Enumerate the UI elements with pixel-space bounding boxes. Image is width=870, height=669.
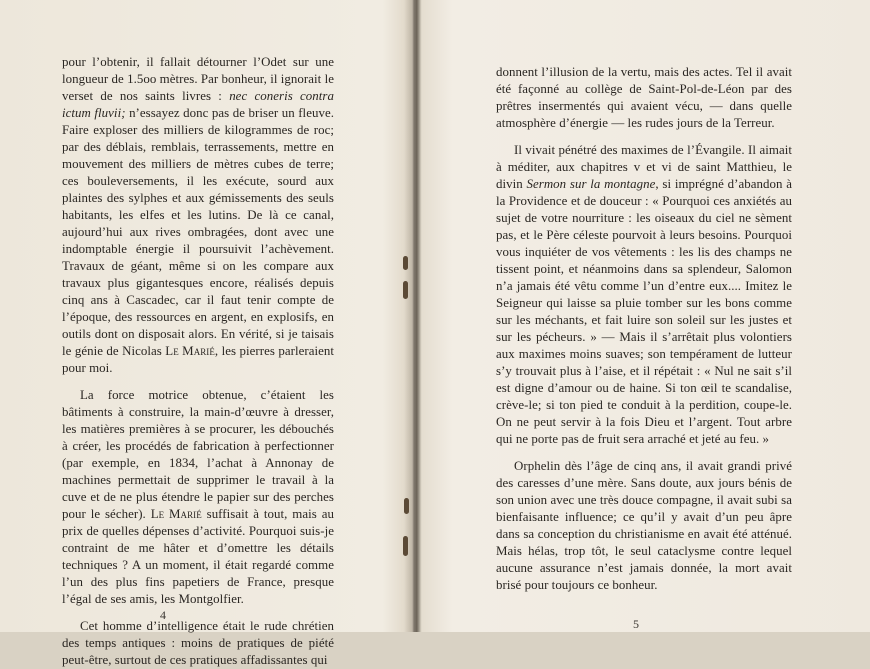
text-run: donnent l’illusion de la vertu, mais des actes. Tel il avait été façonné au collège de Saint-Pol-de-Léon par des prêtres insermentés qui avaient vécu, — dans quelle atmosphère d’énergie — les rudes jours de la Terreur. bbox=[496, 65, 792, 130]
left-page-number: 4 bbox=[160, 608, 166, 622]
left-page bbox=[0, 0, 415, 667]
paragraph bbox=[496, 64, 792, 132]
smallcaps-name: Le Marié bbox=[165, 344, 215, 358]
right-page-number: 5 bbox=[633, 617, 639, 631]
right-page-text bbox=[496, 64, 792, 594]
text-run: Il vivait pénétré des maximes de l’Évangile. Il aimait à méditer, aux chapitres v et vi de saint Matthieu, le divin bbox=[496, 143, 792, 191]
italic-text: Sermon sur la montagne bbox=[526, 177, 656, 191]
smallcaps-name: Le Marié bbox=[150, 507, 202, 521]
text-run: Orphelin dès l’âge de cinq ans, il avait grandi privé des caresses d’une mère. Sans doute, aux jours bénis de son union avec une très douce compagne, il avait subi sa bienfaisante influence; ce qu’il y avait d’un peu âpre dans sa conception du christianisme en avait été atténué. Mais hélas, trop tôt, le seul cataclysme contre lequel aucune assurance n’est jamais donnée, la mort avait brisé pour toujours ce bonheur. bbox=[496, 459, 792, 592]
paragraph bbox=[62, 387, 334, 608]
paragraph bbox=[496, 142, 792, 448]
italic-text: nec coneris contra ictum fluvii; bbox=[62, 89, 334, 120]
text-run: pour l’obtenir, il fallait détourner l’Odet sur une longueur de 1.5oo mètres. Par bonheur, il ignorait le verset de nos saints livres : bbox=[62, 55, 334, 103]
text-run: suffisait à tout, mais au prix de quelles dépenses d’activité. Pourquoi suis-je contraint de me hâter et d’omettre les détails techniques ? A un moment, il était regardé comme l’un des plus fins papetiers de France, presque l’égal de ses amis, les Montgolfier. bbox=[62, 507, 334, 606]
left-page-text bbox=[62, 54, 334, 669]
text-run: , les pierres parleraient pour moi. bbox=[62, 344, 334, 375]
right-page bbox=[419, 0, 870, 632]
paragraph bbox=[62, 618, 334, 669]
text-run: n’essayez donc pas de briser un fleuve. Faire exploser des milliers de kilogrammes de roc; par des déblais, remblais, terrassements, mettre en mouvement des milliers de mètres cubes de terre; ces bouleversements, il les exécute, sourd aux plaintes des sylphes et aux gémissements des seuls habitants, les elfes et les lutins. De là ce canal, aujourd’hui aux rives ombragées, dont avec une indomptable énergie il poursuivit l’achèvement. Travaux de géant, même si on les compare aux travaux plus gigantesques encore, réalisés depuis cinq ans à Cascadec, car il faut tenir compte de l’époque, des ressources en argent, en explosifs, en outils dont on disposait alors. En vérité, si je taisais le génie de Nicolas bbox=[62, 106, 334, 358]
text-run: , si imprégné d’abandon à la Providence et de douceur : « Pourquoi ces anxiétés au sujet de votre nourriture : les oiseaux du ciel ne sèment pas, et le Père céleste pourvoit à leurs besoins. Pourquoi vous inquiéter de vos vêtements : les lis des champs ne tissent point, et néanmoins dans sa splendeur, Salomon n’a jamais été vêtu comme l’un d’entre eux.... Imitez le Seigneur qui laisse sa pluie tomber sur les bons comme sur les méchants, et fait luire son soleil sur les justes et sur les pécheurs. » — Mais il s’arrêtait plus volontiers aux maximes moins suaves; son tempérament de lutteur s’y trouvait plus à l’aise, et il répétait : « Nul ne sait s’il est digne d’amour ou de haine. Si ton œil te scandalise, crève-le; si ton pied te conduit à la perdition, coupe-le. On ne peut servir à la fois Dieu et l’argent. Tout arbre qui ne porte pas de fruit sera arraché et jeté au feu. » bbox=[496, 177, 792, 446]
paragraph bbox=[496, 458, 792, 594]
text-run: Cet homme d’intelligence était le rude chrétien des temps antiques : moins de pratiques de piété peut-être, surtout de ces pratiques affadissantes qui bbox=[62, 619, 334, 667]
paragraph bbox=[62, 54, 334, 377]
text-run: La force motrice obtenue, c’étaient les bâtiments à construire, la main-d’œuvre à dresser, les matières premières à se procurer, les débouchés à créer, les procédés de fabrication à perfectionner (par exemple, en 1834, l’achat à Annonay de machines permettait de supprimer le travail à la cuve et de ne plus étendre le papier sur des perches pour le sécher). bbox=[62, 388, 334, 521]
